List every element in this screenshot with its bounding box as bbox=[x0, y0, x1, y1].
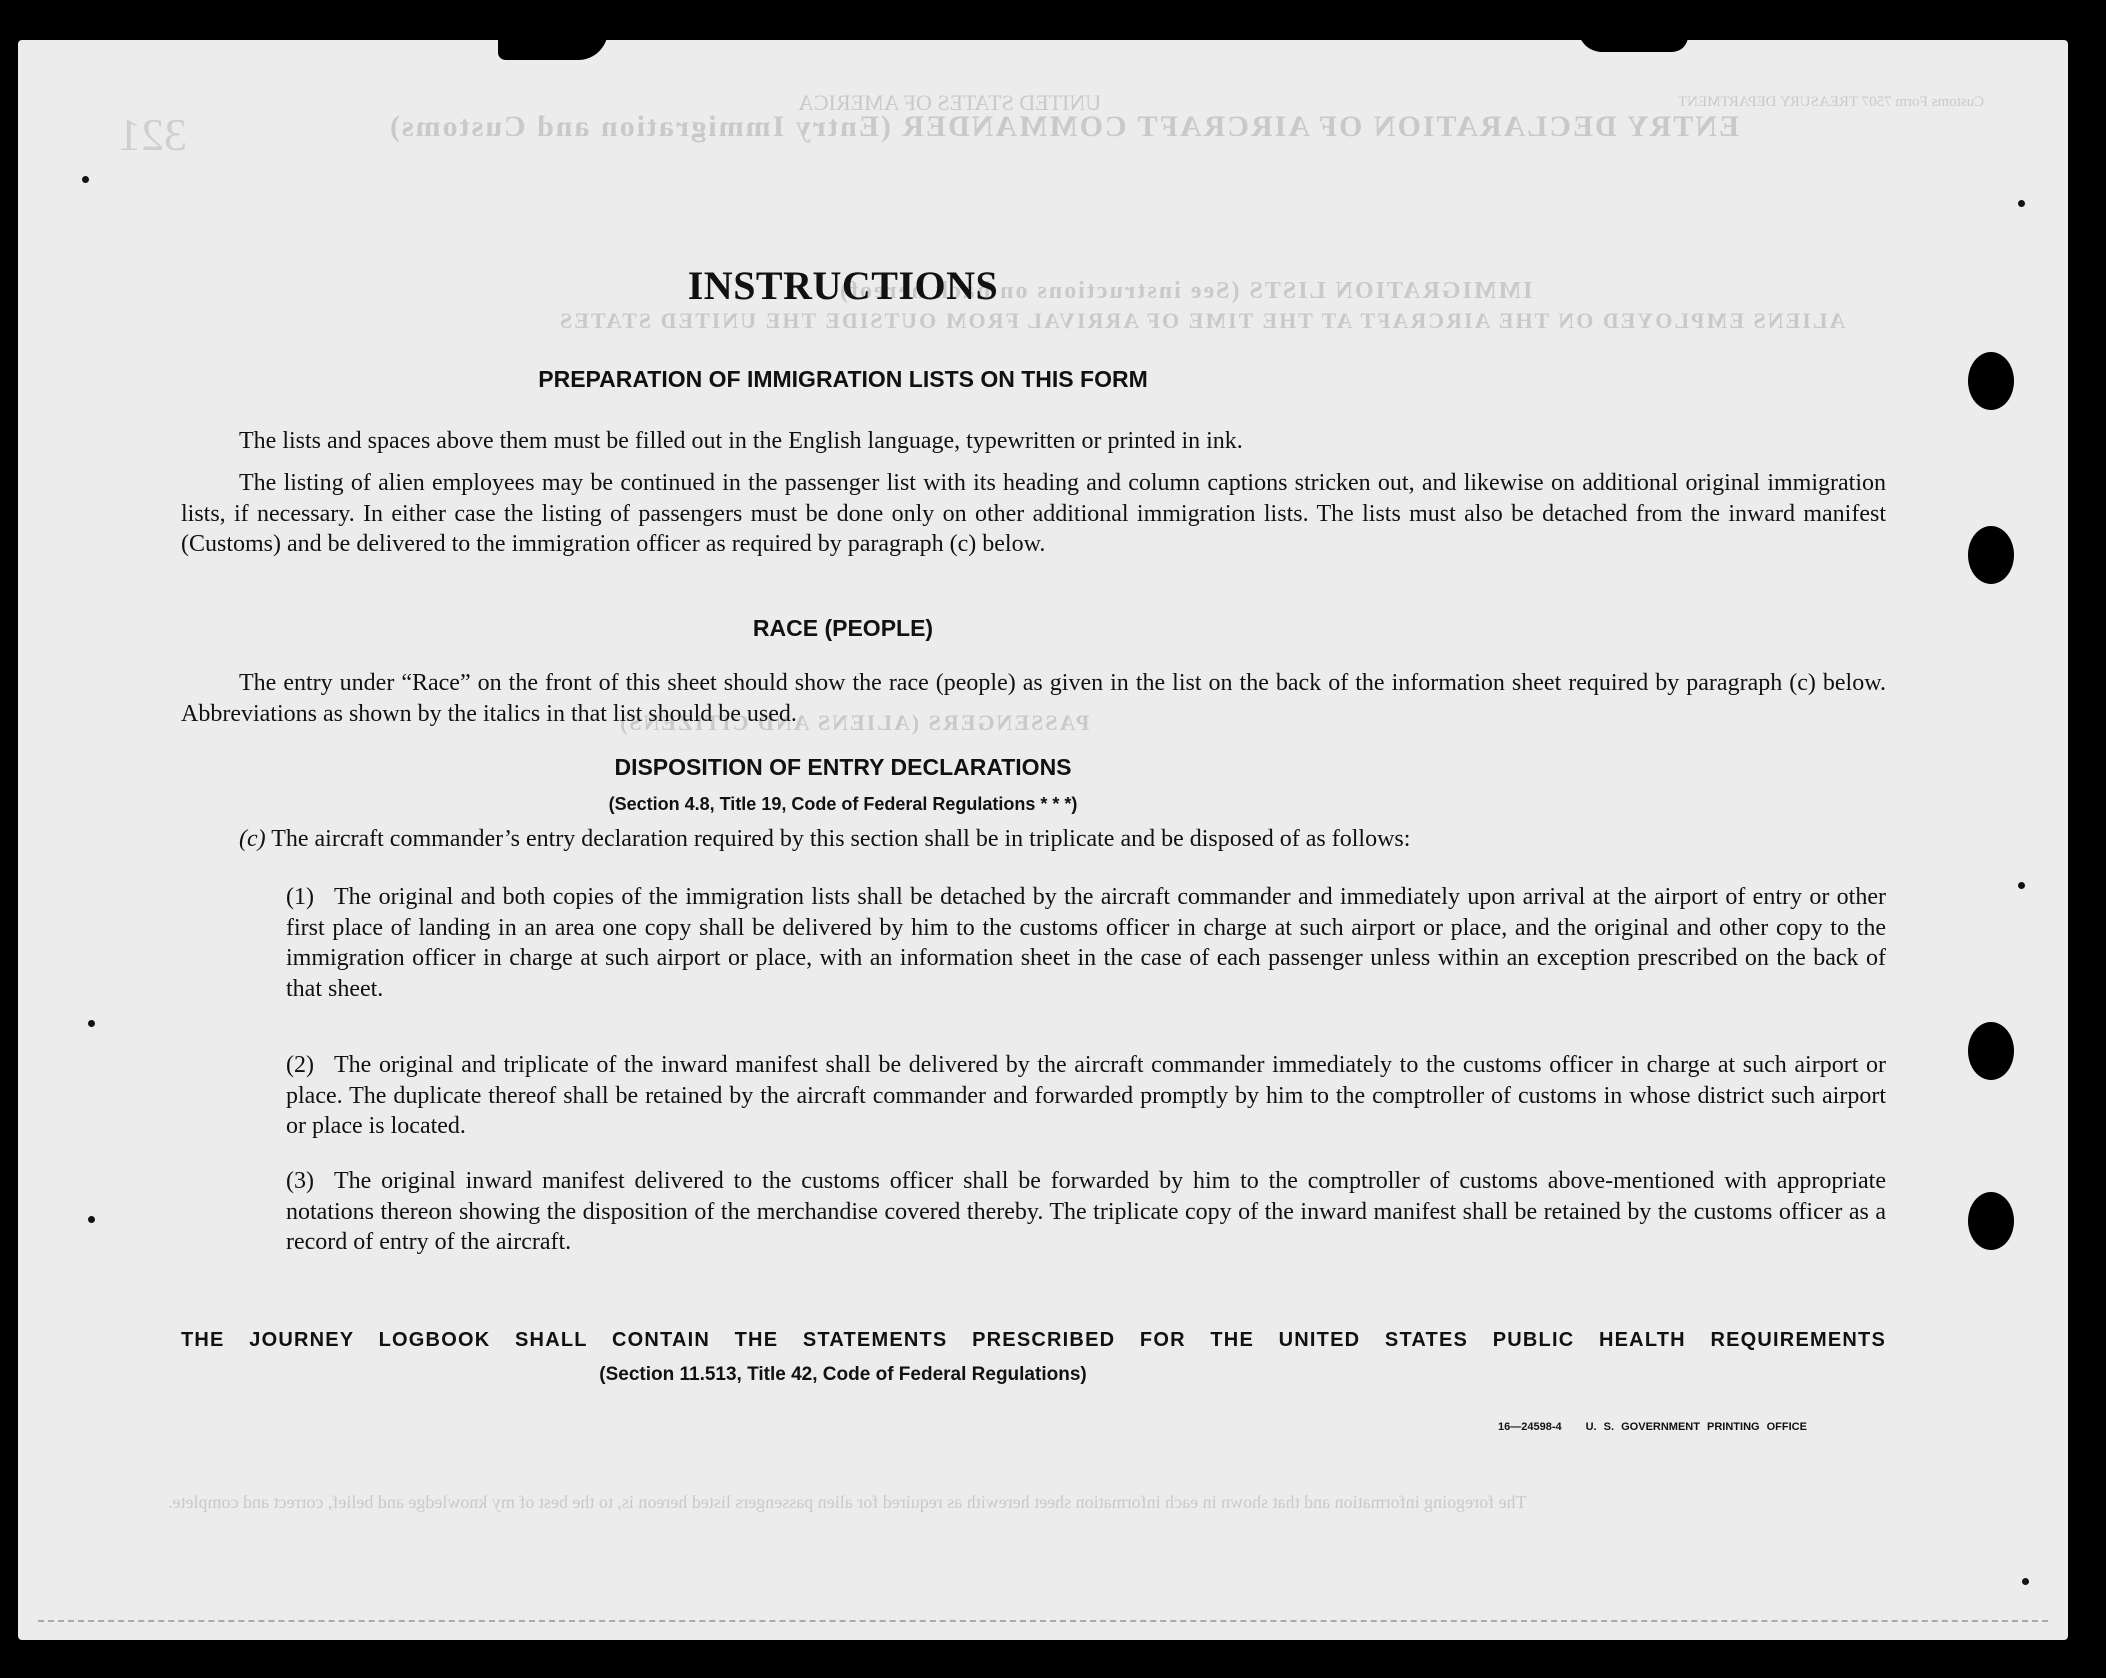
form-number: 16—24598-4 bbox=[1498, 1421, 1562, 1433]
item-label: (1) bbox=[286, 884, 314, 910]
bleed-through: UNITED STATES OF AMERICA bbox=[798, 90, 1102, 115]
disposition-item-2 bbox=[286, 1050, 1886, 1142]
printer-imprint bbox=[1498, 1421, 1807, 1433]
public-health-citation: (Section 11.513, Title 42, Code of Federal Regulations) bbox=[599, 1364, 1087, 1385]
item-text: The original and both copies of the immigration lists shall be detached by the aircraft commander and immediately upon arrival at the airport of entry or other first place of landing in an area one copy shall be delivered by him to the customs officer in charge at such airport or place, and the original and other copy to the immigration officer in charge at such airport or place, with an information sheet in the case of each passenger unless within an exception prescribed on the back of that sheet. bbox=[286, 884, 1886, 1002]
bleed-through: IMMIGRATION LISTS (See instructions on back hereof) bbox=[838, 278, 1533, 304]
bleed-through: PASSENGERS (ALIENS AND CITIZENS) bbox=[618, 710, 1090, 735]
public-health-statement: THE JOURNEY LOGBOOK SHALL CONTAIN THE STATEMENTS PRESCRIBED FOR THE UNITED STATES PUBLIC HEALTH REQUIREMENTS bbox=[181, 1329, 1886, 1351]
preparation-paragraph-2: The listing of alien employees may be continued in the passenger list with its heading and column captions stricken out, and likewise on additional original immigration lists, if necessary. In either case the listing of passengers must be done only on other additional immigration lists. The lists must also be detached from the inward manifest (Customs) and be delivered to the immigration officer as required by paragraph (c) below. bbox=[181, 470, 1886, 557]
disposition-intro bbox=[239, 824, 1886, 855]
item-label: (3) bbox=[286, 1168, 314, 1194]
preparation-paragraph-1: The lists and spaces above them must be filled out in the English language, typewritten or printed in ink. bbox=[239, 428, 1243, 454]
disposition-item-3 bbox=[286, 1166, 1886, 1258]
page-title: INSTRUCTIONS bbox=[687, 263, 999, 308]
section-heading-preparation: PREPARATION OF IMMIGRATION LISTS ON THIS FORM bbox=[538, 366, 1148, 392]
item-label: (c) bbox=[239, 826, 266, 852]
bleed-through: Customs Form 7507 TREASURY DEPARTMENT bbox=[1678, 94, 1985, 110]
section-heading-disposition: DISPOSITION OF ENTRY DECLARATIONS bbox=[614, 754, 1072, 780]
bleed-through: ALIENS EMPLOYED ON THE AIRCRAFT AT THE TIME OF ARRIVAL FROM OUTSIDE THE UNITED STATES bbox=[558, 308, 1846, 333]
perforation-line bbox=[38, 1620, 2048, 1622]
item-label: (2) bbox=[286, 1052, 314, 1078]
bleed-through: The foregoing information and that shown in each information sheet herewith as required for alien passengers listed hereon is, to the best of my knowledge and belief, correct and complete. bbox=[168, 1492, 1527, 1512]
bleed-through: 321 bbox=[118, 109, 187, 160]
printer-name: U. S. GOVERNMENT PRINTING OFFICE bbox=[1585, 1421, 1807, 1433]
disposition-item-1 bbox=[286, 882, 1886, 1004]
section-subheading-disposition: (Section 4.8, Title 19, Code of Federal Regulations * * *) bbox=[608, 794, 1078, 814]
item-text: The original inward manifest delivered to the customs officer shall be forwarded by him to the comptroller of customs above-mentioned with appropriate notations thereon showing the disposition of the merchandise covered thereby. The triplicate copy of the inward manifest shall be retained by the customs officer as a record of entry of the aircraft. bbox=[286, 1168, 1886, 1255]
bleed-through: ENTRY DECLARATION OF AIRCRAFT COMMANDER (Entry Immigration and Customs) bbox=[388, 110, 1739, 143]
item-text: The aircraft commander’s entry declaration required by this section shall be in triplicate and be disposed of as follows: bbox=[271, 826, 1411, 852]
item-text: The original and triplicate of the inward manifest shall be delivered by the aircraft commander immediately to the customs officer in charge at such airport or place. The duplicate thereof shall be retained by the aircraft commander and forwarded promptly by him to the comptroller of customs in whose district such airport or place is located. bbox=[286, 1052, 1886, 1139]
document-page bbox=[18, 40, 2068, 1640]
section-heading-race: RACE (PEOPLE) bbox=[752, 615, 934, 641]
race-paragraph: The entry under “Race” on the front of this sheet should show the race (people) as given in the list on the back of the information sheet required by paragraph (c) below. Abbreviations as shown by the italics in that list should be used. bbox=[181, 670, 1886, 727]
